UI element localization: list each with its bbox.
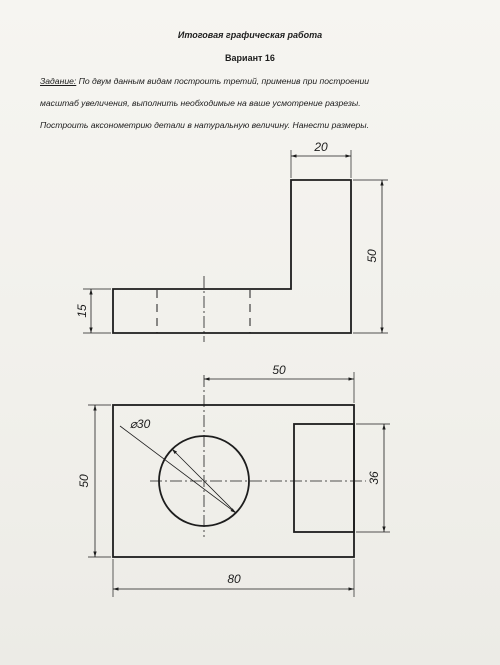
task-line-2: масштаб увеличения, выполнить необходимые на ваше усмотрение разрезы. bbox=[40, 98, 361, 108]
dim-label-50-depth: 50 bbox=[77, 474, 91, 488]
dim-label-50-horizontal: 50 bbox=[272, 363, 286, 377]
dim-label-36: 36 bbox=[367, 471, 381, 485]
document-title: Итоговая графическая работа bbox=[177, 30, 323, 40]
task-line-3: Построить аксонометрию детали в натуральную величину. Нанести размеры. bbox=[40, 120, 370, 130]
dim-label-20: 20 bbox=[314, 140, 328, 154]
dim-label-50-vertical: 50 bbox=[365, 249, 379, 263]
dim-label-80: 80 bbox=[227, 572, 241, 586]
slot-outline bbox=[294, 424, 354, 532]
front-view bbox=[83, 150, 388, 342]
front-view-outline bbox=[113, 180, 351, 333]
dim-label-diameter: ⌀30 bbox=[129, 417, 151, 431]
variant-label: Вариант 16 bbox=[225, 53, 275, 63]
dim-label-15: 15 bbox=[75, 304, 89, 318]
top-view bbox=[88, 372, 390, 597]
task-text-1: По двум данным видам построить третий, применив при построении bbox=[76, 76, 370, 86]
task-label: Задание: bbox=[40, 76, 77, 86]
